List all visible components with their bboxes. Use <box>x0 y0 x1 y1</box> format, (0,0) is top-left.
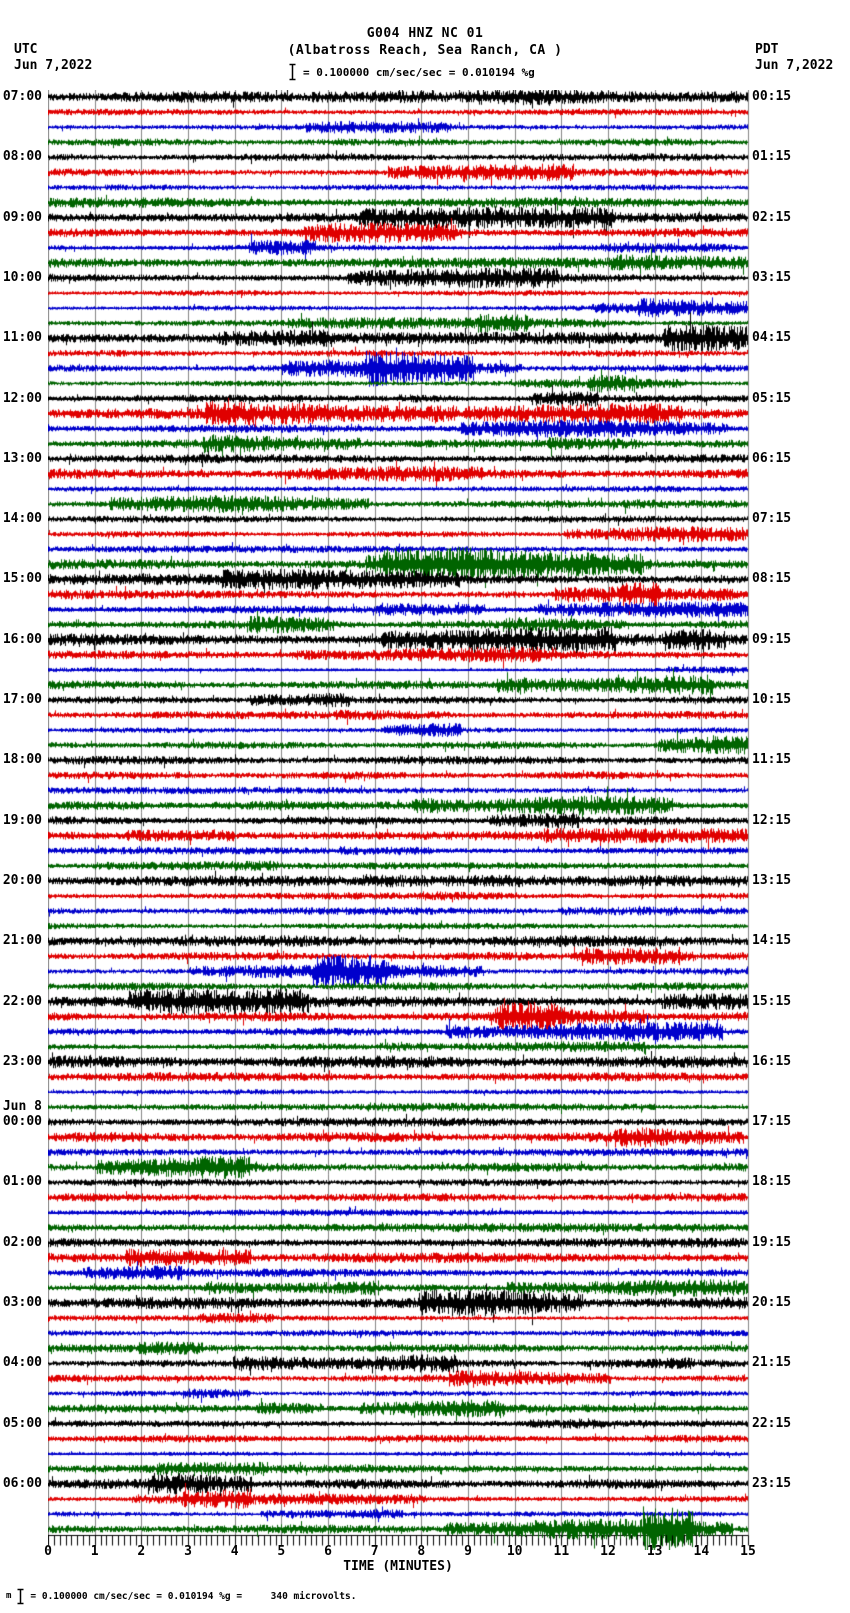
pdt-hour-label: 11:15 <box>752 752 792 767</box>
pdt-tz-label: PDT <box>755 42 779 57</box>
x-axis-tick-label: 11 <box>553 1544 570 1559</box>
x-axis-tick-label: 5 <box>277 1544 286 1559</box>
x-axis-tick-label: 13 <box>646 1544 663 1559</box>
utc-hour-label: 10:00 <box>2 270 42 285</box>
amplitude-scale-note <box>288 63 535 81</box>
utc-hour-label: 21:00 <box>2 933 42 948</box>
pdt-hour-label: 15:15 <box>752 994 792 1009</box>
utc-date-label: Jun 7,2022 <box>14 58 93 73</box>
scale-note-text: = 0.100000 cm/sec/sec = 0.010194 %g <box>303 65 535 79</box>
utc-hour-label: 08:00 <box>2 149 42 164</box>
x-axis-tick-label: 15 <box>740 1544 756 1559</box>
utc-hour-label: 09:00 <box>2 210 42 225</box>
pdt-hour-label: 19:15 <box>752 1235 792 1250</box>
utc-date-change-label: Jun 8 <box>2 1099 42 1114</box>
x-axis-tick-label: 3 <box>184 1544 192 1559</box>
x-axis-tick-label: 2 <box>137 1544 146 1559</box>
utc-hour-label: 00:00 <box>2 1114 42 1129</box>
pdt-hour-label: 20:15 <box>752 1295 792 1310</box>
utc-hour-label: 04:00 <box>2 1355 42 1370</box>
footer-prefix-glyph: m <box>6 1591 12 1601</box>
pdt-labels-column <box>752 0 850 1613</box>
utc-hour-label: 20:00 <box>2 873 42 888</box>
utc-tz-label: UTC <box>14 42 38 57</box>
utc-labels-column <box>0 0 46 1613</box>
x-axis-tick-label: 4 <box>230 1544 239 1559</box>
pdt-hour-label: 00:15 <box>752 89 792 104</box>
pdt-hour-label: 16:15 <box>752 1054 792 1069</box>
utc-hour-label: 03:00 <box>2 1295 42 1310</box>
pdt-hour-label: 04:15 <box>752 330 792 345</box>
pdt-hour-label: 17:15 <box>752 1114 792 1129</box>
pdt-hour-label: 06:15 <box>752 451 792 466</box>
scale-bar-icon <box>288 63 297 81</box>
utc-hour-label: 23:00 <box>2 1054 42 1069</box>
pdt-hour-label: 21:15 <box>752 1355 792 1370</box>
x-axis-tick-label: 12 <box>600 1544 616 1559</box>
x-axis-tick-label: 10 <box>506 1544 523 1559</box>
utc-hour-label: 02:00 <box>2 1235 42 1250</box>
x-axis-tick-label: 8 <box>417 1544 426 1559</box>
pdt-date-label: Jun 7,2022 <box>755 58 834 73</box>
pdt-hour-label: 05:15 <box>752 391 792 406</box>
utc-hour-label: 18:00 <box>2 752 42 767</box>
utc-hour-label: 14:00 <box>2 511 42 526</box>
pdt-hour-label: 03:15 <box>752 270 792 285</box>
pdt-hour-label: 01:15 <box>752 149 792 164</box>
utc-hour-label: 01:00 <box>2 1174 42 1189</box>
pdt-hour-label: 22:15 <box>752 1416 792 1431</box>
pdt-hour-label: 07:15 <box>752 511 792 526</box>
pdt-hour-label: 08:15 <box>752 571 792 586</box>
pdt-hour-label: 13:15 <box>752 873 792 888</box>
helicorder-canvas <box>48 90 752 1550</box>
x-axis-tick-label: 6 <box>324 1544 332 1559</box>
utc-hour-label: 17:00 <box>2 692 42 707</box>
pdt-hour-label: 09:15 <box>752 632 792 647</box>
utc-hour-label: 12:00 <box>2 391 42 406</box>
pdt-hour-label: 18:15 <box>752 1174 792 1189</box>
utc-hour-label: 11:00 <box>2 330 42 345</box>
x-axis-tick-label: 9 <box>464 1544 472 1559</box>
x-axis-tick-label: 1 <box>90 1544 99 1559</box>
utc-hour-label: 15:00 <box>2 571 42 586</box>
utc-hour-label: 13:00 <box>2 451 42 466</box>
footer-scale-note <box>6 1586 356 1606</box>
x-axis-tick-label: 14 <box>693 1544 710 1559</box>
pdt-hour-label: 12:15 <box>752 813 792 828</box>
utc-hour-label: 22:00 <box>2 994 42 1009</box>
utc-hour-label: 05:00 <box>2 1416 42 1431</box>
page-title: G004 HNZ NC 01 <box>366 26 484 41</box>
footer-scale-bar-icon <box>16 1588 25 1605</box>
x-axis-tick-label: 0 <box>44 1544 52 1559</box>
x-axis-tick-label: 7 <box>370 1544 379 1559</box>
utc-hour-label: 07:00 <box>2 89 42 104</box>
pdt-hour-label: 10:15 <box>752 692 792 707</box>
footer-scale-text: = 0.100000 cm/sec/sec = 0.010194 %g = 340 microvolts. <box>30 1590 357 1602</box>
pdt-hour-label: 02:15 <box>752 210 792 225</box>
utc-hour-label: 06:00 <box>2 1476 42 1491</box>
utc-hour-label: 19:00 <box>2 813 42 828</box>
pdt-hour-label: 14:15 <box>752 933 792 948</box>
x-axis-tick-labels <box>44 1544 756 1559</box>
utc-hour-label: 16:00 <box>2 632 42 647</box>
station-location-subtitle: (Albatross Reach, Sea Ranch, CA ) <box>287 43 563 58</box>
x-axis-title: TIME (MINUTES) <box>343 1559 453 1574</box>
pdt-hour-label: 23:15 <box>752 1476 792 1491</box>
